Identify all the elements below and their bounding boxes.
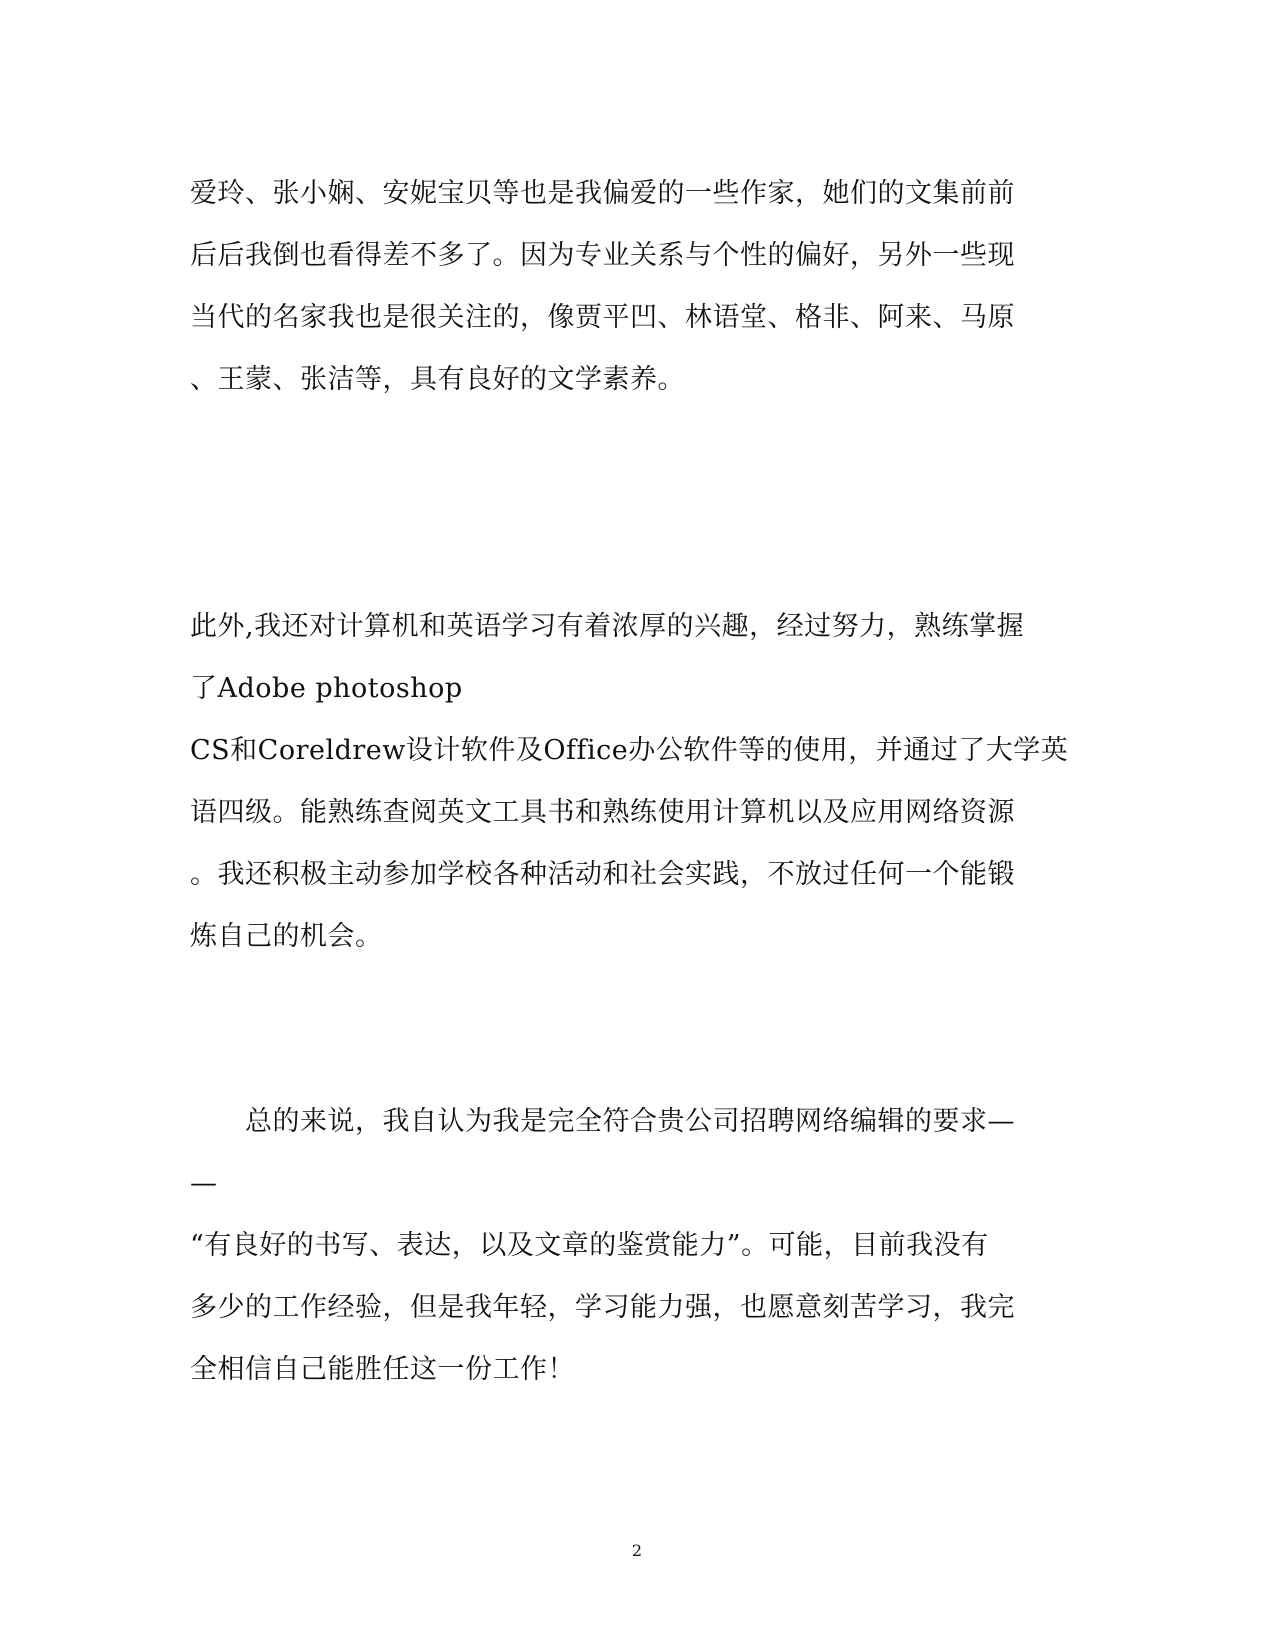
- text-line: CS和Coreldrew设计软件及Office办公软件等的使用，并通过了大学英: [190, 735, 1069, 766]
- text-line: 。我还积极主动参加学校各种活动和社会实践，不放过任何一个能锻: [190, 859, 1015, 890]
- text-line: “有良好的书写、表达，以及文章的鉴赏能力”。可能，目前我没有: [190, 1230, 989, 1261]
- text-line: 炼自己的机会。: [190, 921, 383, 952]
- text-line: 后后我倒也看得差不多了。因为专业关系与个性的偏好，另外一些现: [190, 240, 1015, 271]
- text-line: 爱玲、张小娴、安妮宝贝等也是我偏爱的一些作家，她们的文集前前: [190, 178, 1015, 209]
- text-line: 多少的工作经验，但是我年轻，学习能力强，也愿意刻苦学习，我完: [190, 1292, 1015, 1323]
- text-line: 、王蒙、张洁等，具有良好的文学素养。: [190, 364, 685, 395]
- text-line: 总的来说，我自认为我是完全符合贵公司招聘网络编辑的要求—: [190, 1106, 1015, 1137]
- text-line: 了Adobe photoshop: [190, 673, 463, 704]
- text-line: —: [190, 1168, 218, 1199]
- page-number: 2: [631, 1541, 643, 1560]
- text-line: 语四级。能熟练查阅英文工具书和熟练使用计算机以及应用网络资源: [190, 797, 1015, 828]
- text-line: 全相信自己能胜任这一份工作！: [190, 1354, 575, 1385]
- text-line: 此外,我还对计算机和英语学习有着浓厚的兴趣，经过努力，熟练掌握: [190, 611, 1025, 642]
- text-line: 当代的名家我也是很关注的，像贾平凹、林语堂、格非、阿来、马原: [190, 302, 1015, 333]
